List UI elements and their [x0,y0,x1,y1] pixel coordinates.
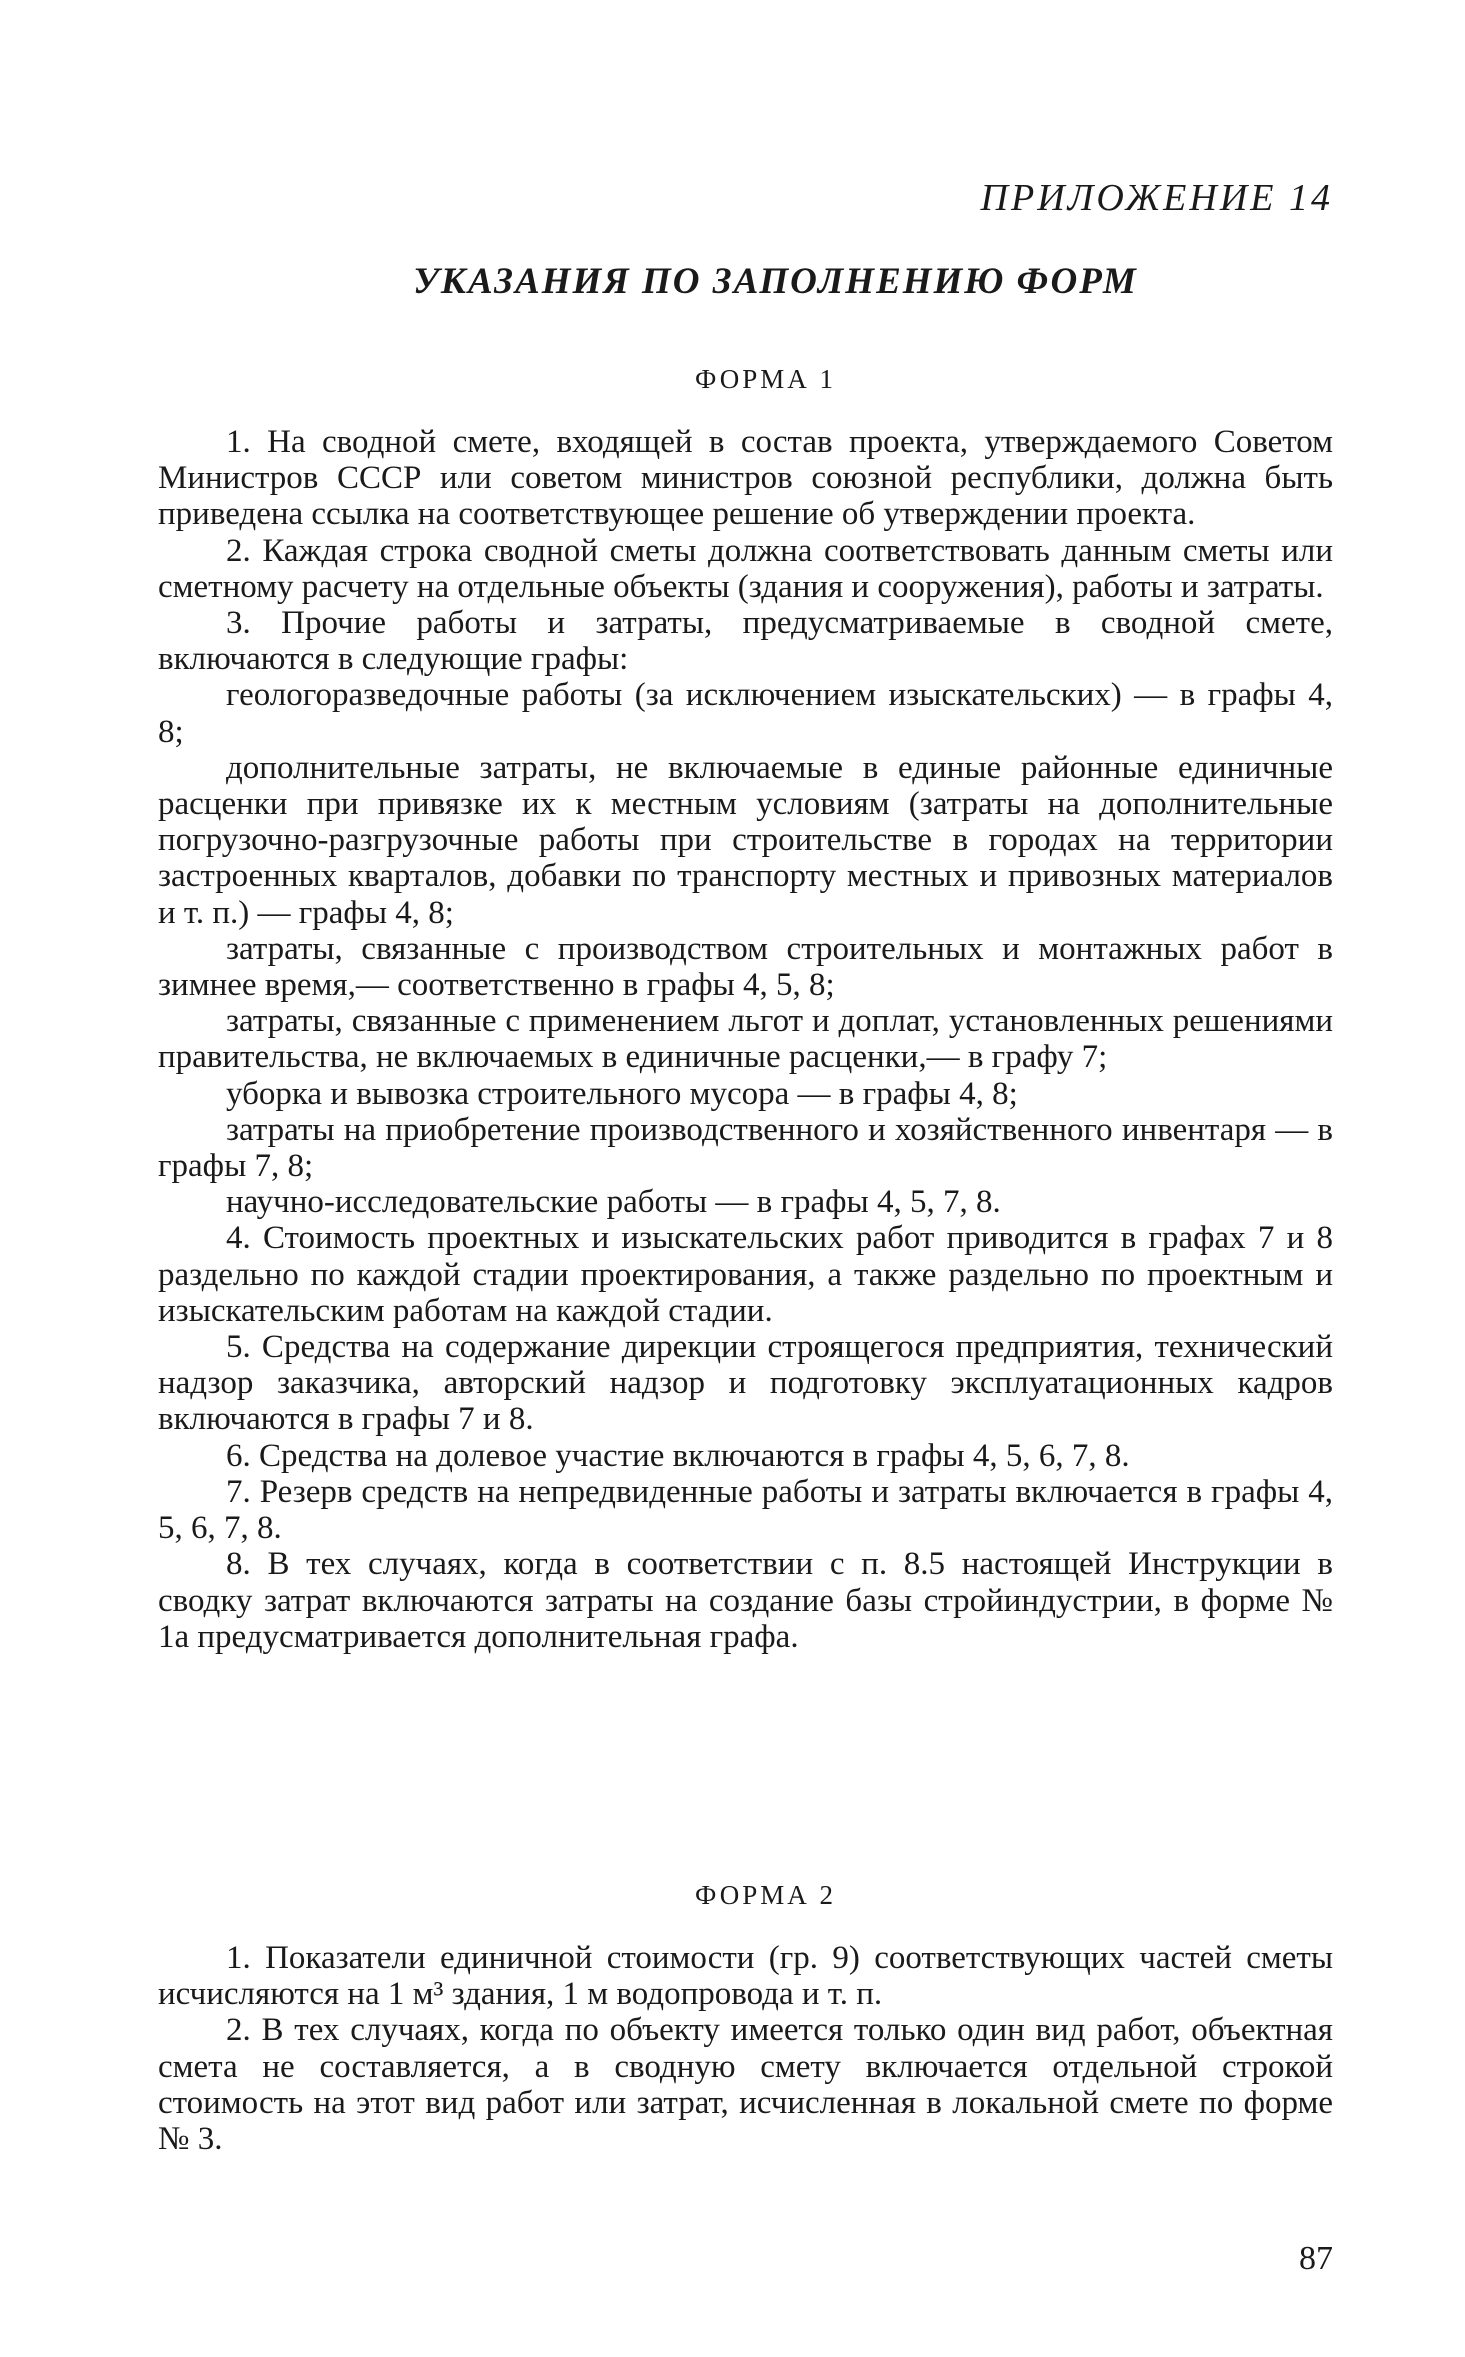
form-1-paragraph-6: 6. Средства на долевое участие включаются в графы 4, 5, 6, 7, 8. [226,1437,1130,1474]
form-1-paragraph-7: 7. Резерв средств на непредвиденные работы и затраты включается в графы 4, 5, 6, 7, 8. [158,1473,1333,1547]
form-1-item-winter-works: затраты, связанные с производством строительных и монтажных работ в зимнее время,— соответственно в графы 4, 5, 8; [158,930,1333,1004]
appendix-label: ПРИЛОЖЕНИЕ 14 [980,177,1333,219]
form-1-item-additional-costs: дополнительные затраты, не включаемые в единые районные единичные расценки при привязке их к местным условиям (затраты на дополнительные погрузочно-разгрузочные работы при строительстве в городах на территории застроенных кварталов, добавки по транспорту местных и привозных материалов и т. п.) — графы 4, 8; [158,749,1333,931]
form-2-section [158,1940,1333,2157]
form-1-paragraph-1: 1. На сводной смете, входящей в состав проекта, утверждаемого Советом Министров СССР или советом министров союзной республики, должна быть приведена ссылка на соответствующее решение об утверждении проекта. [158,424,1333,533]
form-1-paragraph-8: 8. В тех случаях, когда в соответствии с п. 8.5 настоящей Инструкции в сводку затрат включаются затраты на создание базы стройиндустрии, в форме № 1а предусматривается дополнительная графа. [158,1546,1333,1655]
document-title: УКАЗАНИЯ ПО ЗАПОЛНЕНИЮ ФОРМ [413,261,1138,302]
form-1-paragraph-3: 3. Прочие работы и затраты, предусматриваемые в сводной смете, включаются в следующие графы: [158,605,1333,678]
form-1-item-debris: уборка и вывозка строительного мусора — в графы 4, 8; [226,1075,1018,1112]
form-2-heading: ФОРМА 2 [695,1880,836,1910]
form-1-section [158,424,1333,1655]
page-number: 87 [1299,2240,1333,2277]
document-page [158,0,1333,2357]
form-1-heading: ФОРМА 1 [695,364,836,394]
form-1-item-benefits: затраты, связанные с применением льгот и доплат, установленных решениями правительства, не включаемых в единичные расценки,— в графу 7; [158,1003,1333,1076]
form-1-paragraph-2: 2. Каждая строка сводной сметы должна соответствовать данным сметы или сметному расчету на отдельные объекты (здания и сооружения), работы и затраты. [158,532,1333,605]
form-1-item-geology: геологоразведочные работы (за исключением изыскательских) — в графы 4, 8; [158,677,1333,750]
form-2-paragraph-1: 1. Показатели единичной стоимости (гр. 9) соответствующих частей сметы исчисляются на 1 м³ здания, 1 м водопровода и т. п. [158,1940,1333,2013]
form-1-paragraph-4: 4. Стоимость проектных и изыскательских работ приводится в графах 7 и 8 раздельно по каждой стадии проектирования, а также раздельно по проектным и изыскательским работам на каждой стадии. [158,1220,1333,1329]
form-2-paragraph-2: 2. В тех случаях, когда по объекту имеется только один вид работ, объектная смета не составляется, а в сводную смету включается отдельной строкой стоимость на этот вид работ или затрат, исчисленная в локальной смете по форме № 3. [158,2012,1333,2158]
form-1-item-research: научно-исследовательские работы — в графы 4, 5, 7, 8. [226,1184,1001,1221]
form-1-item-inventory: затраты на приобретение производственного и хозяйственного инвентаря — в графы 7, 8; [158,1111,1333,1185]
form-1-paragraph-5: 5. Средства на содержание дирекции строящегося предприятия, технический надзор заказчика, авторский надзор и подготовку эксплуатационных кадров включаются в графы 7 и 8. [158,1329,1333,1438]
